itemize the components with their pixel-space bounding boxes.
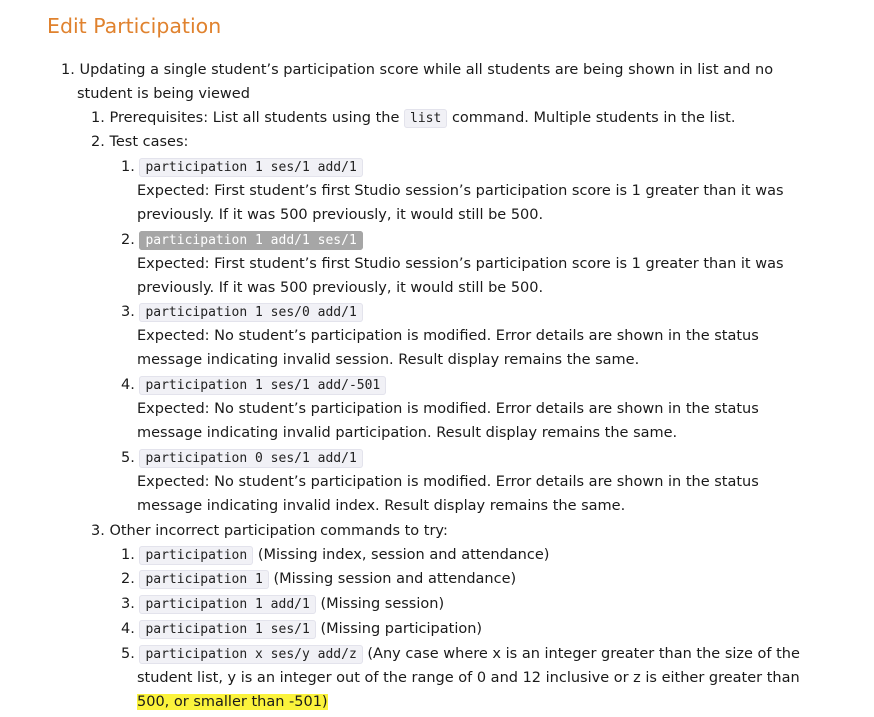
test-cases-label: 2. Test cases: — [91, 134, 189, 150]
test-case-5-expected-2: message indicating invalid index. Result display remains the same. — [137, 498, 626, 514]
other-command-1: 1. participation (Missing index, session and attendance) — [121, 547, 550, 563]
other-command-5: 5. participation x ses/y add/z (Any case where x is an integer greater than the size of the — [121, 646, 800, 662]
prerequisites: 1. Prerequisites: List all students using the list command. Multiple students in the list. — [91, 110, 736, 126]
test-case-3-code: participation 1 ses/0 add/1 — [139, 303, 362, 322]
test-case-4-expected-1: Expected: No student’s participation is modified. Error details are shown in the status — [137, 401, 759, 417]
other-command-5-code: participation x ses/y add/z — [139, 645, 362, 664]
test-case-5-code: participation 0 ses/1 add/1 — [139, 449, 362, 468]
other-command-4: 4. participation 1 ses/1 (Missing participation) — [121, 621, 483, 637]
page-heading: Edit Participation — [47, 14, 222, 38]
test-case-2-expected-2: previously. If it was 500 previously, it would still be 500. — [137, 280, 544, 296]
test-case-1-code: participation 1 ses/1 add/1 — [139, 158, 362, 177]
other-command-4-code: participation 1 ses/1 — [139, 620, 315, 639]
test-case-1-expected-2: previously. If it was 500 previously, it would still be 500. — [137, 207, 544, 223]
other-command-5-line-3 — [137, 690, 328, 714]
test-case-1: 1. participation 1 ses/1 add/1 — [121, 155, 363, 180]
test-case-2: 2. participation 1 add/1 ses/1 — [121, 228, 363, 253]
test-case-2-code-selected[interactable]: participation 1 add/1 ses/1 — [139, 231, 362, 250]
other-command-3-code: participation 1 add/1 — [139, 595, 315, 614]
test-case-5: 5. participation 0 ses/1 add/1 — [121, 446, 363, 471]
test-case-3-expected-2: message indicating invalid session. Result display remains the same. — [137, 352, 640, 368]
test-case-4-code: participation 1 ses/1 add/-501 — [139, 376, 386, 395]
item-1-line-1: 1. Updating a single student’s participation score while all students are being shown in list and no — [61, 62, 774, 78]
test-case-1-expected-1: Expected: First student’s first Studio session’s participation score is 1 greater than it was — [137, 183, 784, 199]
other-command-3: 3. participation 1 add/1 (Missing session) — [121, 596, 445, 612]
test-case-2-expected-1: Expected: First student’s first Studio session’s participation score is 1 greater than it was — [137, 256, 784, 272]
test-case-5-expected-1: Expected: No student’s participation is modified. Error details are shown in the status — [137, 474, 759, 490]
highlighted-text: 500, or smaller than -501) — [137, 694, 328, 710]
test-case-3-expected-1: Expected: No student’s participation is modified. Error details are shown in the status — [137, 328, 759, 344]
other-command-2-code: participation 1 — [139, 570, 268, 589]
other-command-1-code: participation — [139, 546, 253, 565]
item-1-line-2: student is being viewed — [77, 86, 250, 102]
other-command-2: 2. participation 1 (Missing session and attendance) — [121, 571, 517, 587]
other-command-5-line-2: student list, y is an integer out of the range of 0 and 12 inclusive or z is either greater than — [137, 670, 800, 686]
code-list-command: list — [404, 109, 447, 128]
test-case-4: 4. participation 1 ses/1 add/-501 — [121, 373, 386, 398]
test-case-3: 3. participation 1 ses/0 add/1 — [121, 300, 363, 325]
test-case-4-expected-2: message indicating invalid participation. Result display remains the same. — [137, 425, 678, 441]
other-commands-label: 3. Other incorrect participation commands to try: — [91, 523, 448, 539]
